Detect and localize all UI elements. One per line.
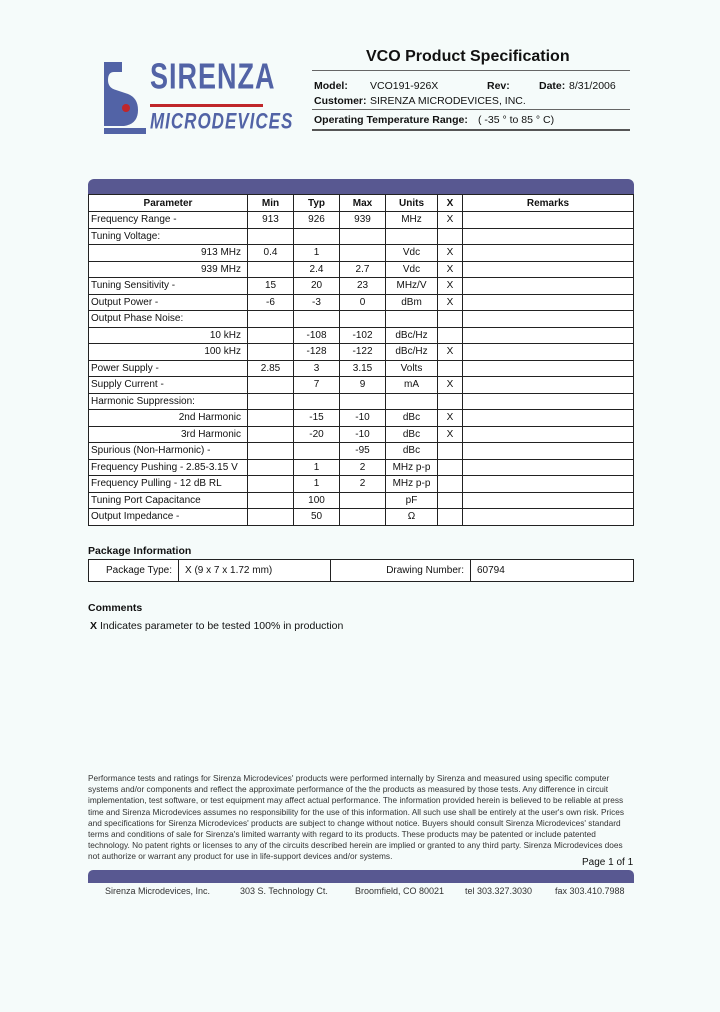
temp-value: ( -35 ° to 85 ° C) [478, 114, 555, 126]
table-row [89, 228, 634, 245]
page-number: Page 1 of 1 [582, 857, 634, 868]
table-row [89, 360, 634, 377]
parameter-cell: Tuning Port Capacitance [89, 492, 248, 509]
header-rule [312, 70, 630, 71]
parameter-cell: Output Power - [89, 294, 248, 311]
table-row [89, 245, 634, 262]
footer-fax: fax 303.410.7988 [555, 886, 625, 896]
value-cell [463, 261, 634, 278]
value-cell [463, 459, 634, 476]
parameter-cell: Output Impedance - [89, 509, 248, 526]
value-cell: 23 [340, 278, 386, 295]
value-cell [386, 311, 438, 328]
value-cell: X [438, 294, 463, 311]
table-row [89, 311, 634, 328]
value-cell: 1 [294, 459, 340, 476]
value-cell [463, 443, 634, 460]
footer-tel: tel 303.327.3030 [465, 886, 533, 896]
rev-label: Rev: [487, 80, 510, 92]
value-cell [438, 509, 463, 526]
table-row [89, 410, 634, 427]
value-cell [463, 311, 634, 328]
footer-company: Sirenza Microdevices, Inc. [105, 886, 211, 896]
comment-line [90, 620, 343, 632]
value-cell: 939 [340, 212, 386, 229]
package-type-value: X (9 x 7 x 1.72 mm) [179, 560, 331, 582]
value-cell: dBc [386, 410, 438, 427]
parameter-cell: Tuning Sensitivity - [89, 278, 248, 295]
package-type-label: Package Type: [89, 560, 179, 582]
value-cell [294, 311, 340, 328]
value-cell [438, 443, 463, 460]
value-cell: mA [386, 377, 438, 394]
drawing-number-value: 60794 [471, 560, 634, 582]
footer-city: Broomfield, CO 80021 [355, 886, 445, 896]
value-cell: -108 [294, 327, 340, 344]
parameter-cell: 100 kHz [89, 344, 248, 361]
package-heading: Package Information [88, 545, 192, 557]
value-cell [463, 212, 634, 229]
value-cell [340, 245, 386, 262]
value-cell [340, 228, 386, 245]
value-cell: Ω [386, 509, 438, 526]
parameter-cell: Frequency Pushing - 2.85-3.15 V [89, 459, 248, 476]
value-cell: -128 [294, 344, 340, 361]
comments-heading: Comments [88, 602, 143, 614]
parameter-cell: 10 kHz [89, 327, 248, 344]
table-row [89, 459, 634, 476]
value-cell: MHz [386, 212, 438, 229]
value-cell: 100 [294, 492, 340, 509]
value-cell: 50 [294, 509, 340, 526]
value-cell: X [438, 426, 463, 443]
parameter-cell: Harmonic Suppression: [89, 393, 248, 410]
value-cell [386, 393, 438, 410]
value-cell [248, 261, 294, 278]
value-cell: 926 [294, 212, 340, 229]
value-cell [340, 311, 386, 328]
value-cell: X [438, 212, 463, 229]
logo-subtitle: MICRODEVICES [150, 109, 294, 134]
value-cell [340, 393, 386, 410]
value-cell: 20 [294, 278, 340, 295]
table-row [89, 443, 634, 460]
comment-text: Indicates parameter to be tested 100% in production [99, 620, 344, 632]
date-label: Date: [539, 80, 566, 92]
value-cell: dBm [386, 294, 438, 311]
disclaimer-text: Performance tests and ratings for Sirenza Microdevices' products were performed internally by Sirenza and measured using specific computer systems and/or components and reflect the approximate performance of the the products as measured by those tests. Any difference in circuit implementation, test software, or test equipment may affect actual performance. The information provided herein is believed to be reliable at press time and Sirenza Microdevices assumes no responsibility for the use of this information. All such use shall be entirely at the user's own risk. Prices and specifications for Sirenza Microdevices' products are subject to change without notice. Buyers should consult Sirenza Microdevices' standard terms and conditions of sale for Sirenza's limited warranty with regard to its products. These products may be patented or include patented technology. No patent rights or licenses to any of the circuits described herein are implied or granted to any third party. Sirenza Microdevices does not authorize or warrant any product for use in life-support devices and/or systems. [88, 773, 625, 862]
value-cell [463, 492, 634, 509]
value-cell [463, 294, 634, 311]
value-cell: 15 [248, 278, 294, 295]
spec-column-header: Typ [294, 195, 340, 212]
parameter-cell: Power Supply - [89, 360, 248, 377]
value-cell: 2.4 [294, 261, 340, 278]
value-cell: MHz p-p [386, 476, 438, 493]
parameter-cell: Output Phase Noise: [89, 311, 248, 328]
logo-mark [100, 58, 150, 138]
value-cell: 913 [248, 212, 294, 229]
footer-band [88, 870, 634, 883]
value-cell: 2 [340, 476, 386, 493]
value-cell [248, 459, 294, 476]
value-cell: 1 [294, 245, 340, 262]
value-cell [248, 228, 294, 245]
customer-label: Customer: [314, 95, 367, 107]
value-cell [438, 311, 463, 328]
value-cell: 2.85 [248, 360, 294, 377]
value-cell [294, 393, 340, 410]
value-cell: -3 [294, 294, 340, 311]
parameter-cell: 3rd Harmonic [89, 426, 248, 443]
table-row [89, 509, 634, 526]
spec-column-header: Parameter [89, 195, 248, 212]
value-cell [463, 410, 634, 427]
value-cell [294, 228, 340, 245]
value-cell [463, 278, 634, 295]
value-cell [463, 360, 634, 377]
parameter-cell: 913 MHz [89, 245, 248, 262]
value-cell [248, 509, 294, 526]
value-cell: -20 [294, 426, 340, 443]
date-value: 8/31/2006 [569, 80, 616, 92]
value-cell [438, 459, 463, 476]
package-table [88, 559, 634, 582]
model-label: Model: [314, 80, 348, 92]
value-cell: Vdc [386, 261, 438, 278]
value-cell: 7 [294, 377, 340, 394]
table-row [89, 212, 634, 229]
value-cell [248, 443, 294, 460]
model-value: VCO191-926X [370, 80, 439, 92]
parameter-cell: Tuning Voltage: [89, 228, 248, 245]
spec-column-header: Remarks [463, 195, 634, 212]
value-cell [438, 476, 463, 493]
value-cell [248, 492, 294, 509]
value-cell: dBc [386, 426, 438, 443]
value-cell: 0 [340, 294, 386, 311]
value-cell: dBc/Hz [386, 327, 438, 344]
value-cell [438, 228, 463, 245]
value-cell [294, 443, 340, 460]
value-cell: 0.4 [248, 245, 294, 262]
value-cell [463, 509, 634, 526]
value-cell: -95 [340, 443, 386, 460]
spec-column-header: X [438, 195, 463, 212]
spec-table [88, 194, 634, 526]
table-row [89, 261, 634, 278]
value-cell [340, 492, 386, 509]
value-cell [438, 327, 463, 344]
value-cell [438, 393, 463, 410]
value-cell: dBc [386, 443, 438, 460]
value-cell [438, 492, 463, 509]
value-cell: 2 [340, 459, 386, 476]
spec-column-header: Max [340, 195, 386, 212]
value-cell [386, 228, 438, 245]
spec-table-band [88, 179, 634, 194]
value-cell [248, 426, 294, 443]
value-cell [438, 360, 463, 377]
value-cell [463, 393, 634, 410]
footer-address: 303 S. Technology Ct. [240, 886, 328, 896]
value-cell: X [438, 344, 463, 361]
table-row [89, 344, 634, 361]
table-row [89, 393, 634, 410]
parameter-cell: Frequency Pulling - 12 dB RL [89, 476, 248, 493]
drawing-number-label: Drawing Number: [331, 560, 471, 582]
customer-value: SIRENZA MICRODEVICES, INC. [370, 95, 526, 107]
value-cell: -6 [248, 294, 294, 311]
value-cell [248, 327, 294, 344]
table-row [89, 377, 634, 394]
value-cell: -10 [340, 410, 386, 427]
parameter-cell: 2nd Harmonic [89, 410, 248, 427]
parameter-cell: Supply Current - [89, 377, 248, 394]
value-cell: 2.7 [340, 261, 386, 278]
table-row [89, 476, 634, 493]
value-cell [248, 311, 294, 328]
comment-x-marker: X [90, 620, 98, 632]
value-cell: X [438, 245, 463, 262]
spec-column-header: Min [248, 195, 294, 212]
table-row [89, 426, 634, 443]
value-cell [248, 393, 294, 410]
table-row [89, 278, 634, 295]
value-cell: 9 [340, 377, 386, 394]
value-cell [463, 377, 634, 394]
value-cell [463, 327, 634, 344]
value-cell [248, 377, 294, 394]
logo-divider [150, 104, 263, 107]
value-cell: 3 [294, 360, 340, 377]
value-cell: Volts [386, 360, 438, 377]
value-cell: X [438, 410, 463, 427]
value-cell: -10 [340, 426, 386, 443]
value-cell: -122 [340, 344, 386, 361]
value-cell: pF [386, 492, 438, 509]
value-cell: X [438, 261, 463, 278]
value-cell: MHz p-p [386, 459, 438, 476]
value-cell: X [438, 278, 463, 295]
spec-column-header: Units [386, 195, 438, 212]
value-cell: -102 [340, 327, 386, 344]
value-cell: X [438, 377, 463, 394]
parameter-cell: 939 MHz [89, 261, 248, 278]
value-cell [248, 410, 294, 427]
value-cell [463, 426, 634, 443]
header-rule [312, 129, 630, 131]
value-cell [463, 476, 634, 493]
table-row [89, 294, 634, 311]
temp-label: Operating Temperature Range: [314, 114, 468, 126]
header-rule [312, 109, 630, 110]
value-cell [463, 228, 634, 245]
value-cell: Vdc [386, 245, 438, 262]
value-cell [463, 344, 634, 361]
logo-name: SIRENZA [150, 56, 276, 97]
parameter-cell: Frequency Range - [89, 212, 248, 229]
value-cell [463, 245, 634, 262]
page-title: VCO Product Specification [366, 48, 570, 65]
value-cell [248, 476, 294, 493]
table-row [89, 327, 634, 344]
value-cell: MHz/V [386, 278, 438, 295]
value-cell: 3.15 [340, 360, 386, 377]
value-cell: -15 [294, 410, 340, 427]
parameter-cell: Spurious (Non-Harmonic) - [89, 443, 248, 460]
value-cell: dBc/Hz [386, 344, 438, 361]
value-cell [340, 509, 386, 526]
value-cell: 1 [294, 476, 340, 493]
table-row [89, 492, 634, 509]
value-cell [248, 344, 294, 361]
